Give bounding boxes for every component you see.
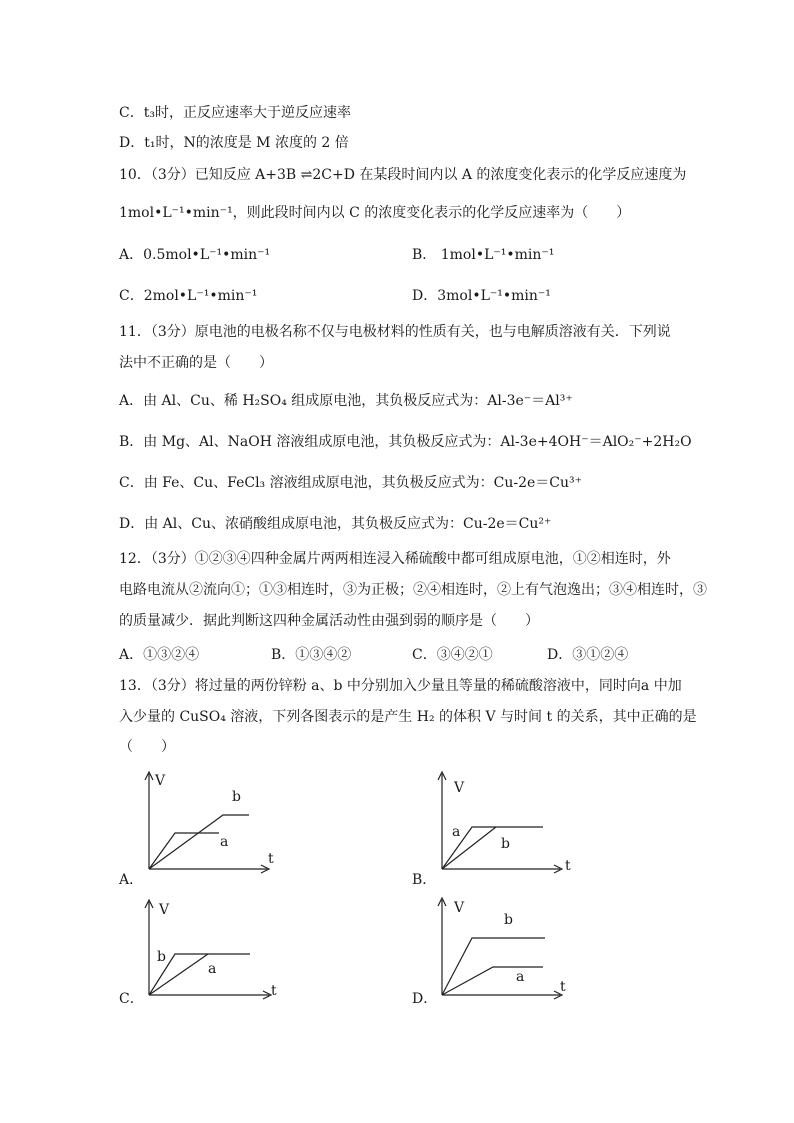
q10-stem-line2: 1mol•L⁻¹•min⁻¹，则此段时间内以 C 的浓度变化表示的化学反应速率为（ ） (119, 205, 631, 221)
y-axis-label: V (454, 780, 465, 796)
curve-label-b: b (232, 789, 241, 805)
graph-option-label: B． (412, 872, 437, 888)
q11-option-a: A．由 Al、Cu、稀 H₂SO₄ 组成原电池，其负极反应式为：Al-3e⁻＝Al³⁺ (119, 393, 573, 409)
q10-option-d: D．3mol•L⁻¹•min⁻¹ (412, 288, 551, 304)
curve-label-a: a (220, 834, 229, 850)
y-axis-label: V (159, 902, 170, 918)
q12-option-c: C．③④②① (412, 647, 493, 663)
curve-label-a: a (516, 969, 525, 985)
graph-d (412, 894, 582, 1014)
q11-stem-line1: 11．（3分）原电池的电极名称不仅与电极材料的性质有关，也与电解质溶液有关．下列说 (119, 324, 671, 340)
q11-option-d: D．由 Al、Cu、浓硝酸组成原电池，其负极反应式为：Cu-2e＝Cu²⁺ (119, 516, 552, 532)
q12-stem-line1: 12．（3分）①②③④四种金属片两两相连浸入稀硫酸中都可组成原电池，①②相连时，外 (119, 551, 671, 567)
x-axis-label: t (560, 979, 566, 995)
curve-label-b: b (504, 912, 513, 928)
q12-option-b: B．①③④② (271, 647, 352, 663)
graph-option-label: C． (119, 991, 144, 1007)
y-axis-label: V (454, 900, 465, 916)
q12-stem-line2: 电路电流从②流向①；①③相连时，③为正极；②④相连时，②上有气泡逸出；③④相连时，③ (119, 582, 707, 598)
curve-label-b: b (157, 949, 166, 965)
q9-option-d: D．t₁时，N的浓度是 M 浓度的 2 倍 (119, 135, 349, 151)
q11-option-b: B．由 Mg、Al、NaOH 溶液组成原电池，其负极反应式为：Al-3e+4OH⁻＝AlO₂⁻+2H₂O (119, 434, 692, 450)
q11-option-c: C．由 Fe、Cu、FeCl₃ 溶液组成原电池，其负极反应式为：Cu-2e＝Cu³⁺ (119, 475, 582, 491)
curve-label-a: a (452, 824, 461, 840)
curve-label-a: a (208, 961, 217, 977)
q10-option-b: B． 1mol•L⁻¹•min⁻¹ (412, 247, 555, 263)
graph-c (119, 896, 289, 1016)
q12-stem-line3: 的质量减少．据此判断这四种金属活动性由强到弱的顺序是（ ） (119, 613, 539, 629)
x-axis-label: t (268, 851, 274, 867)
q10-option-a: A．0.5mol•L⁻¹•min⁻¹ (119, 247, 271, 263)
q13-stem-line3: （ ） (119, 739, 175, 755)
curve-b (442, 827, 496, 869)
x-axis-label: t (565, 858, 571, 874)
curve-a (149, 833, 219, 869)
q13-stem-line2: 入少量的 CuSO₄ 溶液，下列各图表示的是产生 H₂ 的体积 V 与时间 t 的关系，其中正确的是 (119, 709, 697, 725)
q13-stem-line1: 13．（3分）将过量的两份锌粉 a、b 中分别加入少量且等量的稀硫酸溶液中，同时向a 中加 (119, 678, 682, 694)
curve-label-b: b (501, 836, 510, 852)
q12-option-a: A．①③②④ (119, 647, 200, 663)
q10-stem-line1: 10．（3分）已知反应 A+3B ⇌2C+D 在某段时间内以 A 的浓度变化表示的化学反应速度为 (119, 167, 687, 183)
q12-option-d: D．③①②④ (547, 647, 629, 663)
y-axis-label: V (155, 773, 166, 789)
q10-option-c: C．2mol•L⁻¹•min⁻¹ (119, 288, 258, 304)
curve-b (149, 815, 249, 869)
q11-stem-line2: 法中不正确的是（ ） (119, 355, 273, 371)
graph-a (119, 768, 289, 888)
graph-option-label: D． (412, 991, 438, 1007)
x-axis-label: t (271, 983, 277, 999)
graph-option-label: A． (119, 872, 144, 888)
q9-option-c: C．t₃时，正反应速率大于逆反应速率 (119, 105, 351, 121)
graph-b (412, 768, 582, 888)
curve-a (442, 967, 543, 995)
